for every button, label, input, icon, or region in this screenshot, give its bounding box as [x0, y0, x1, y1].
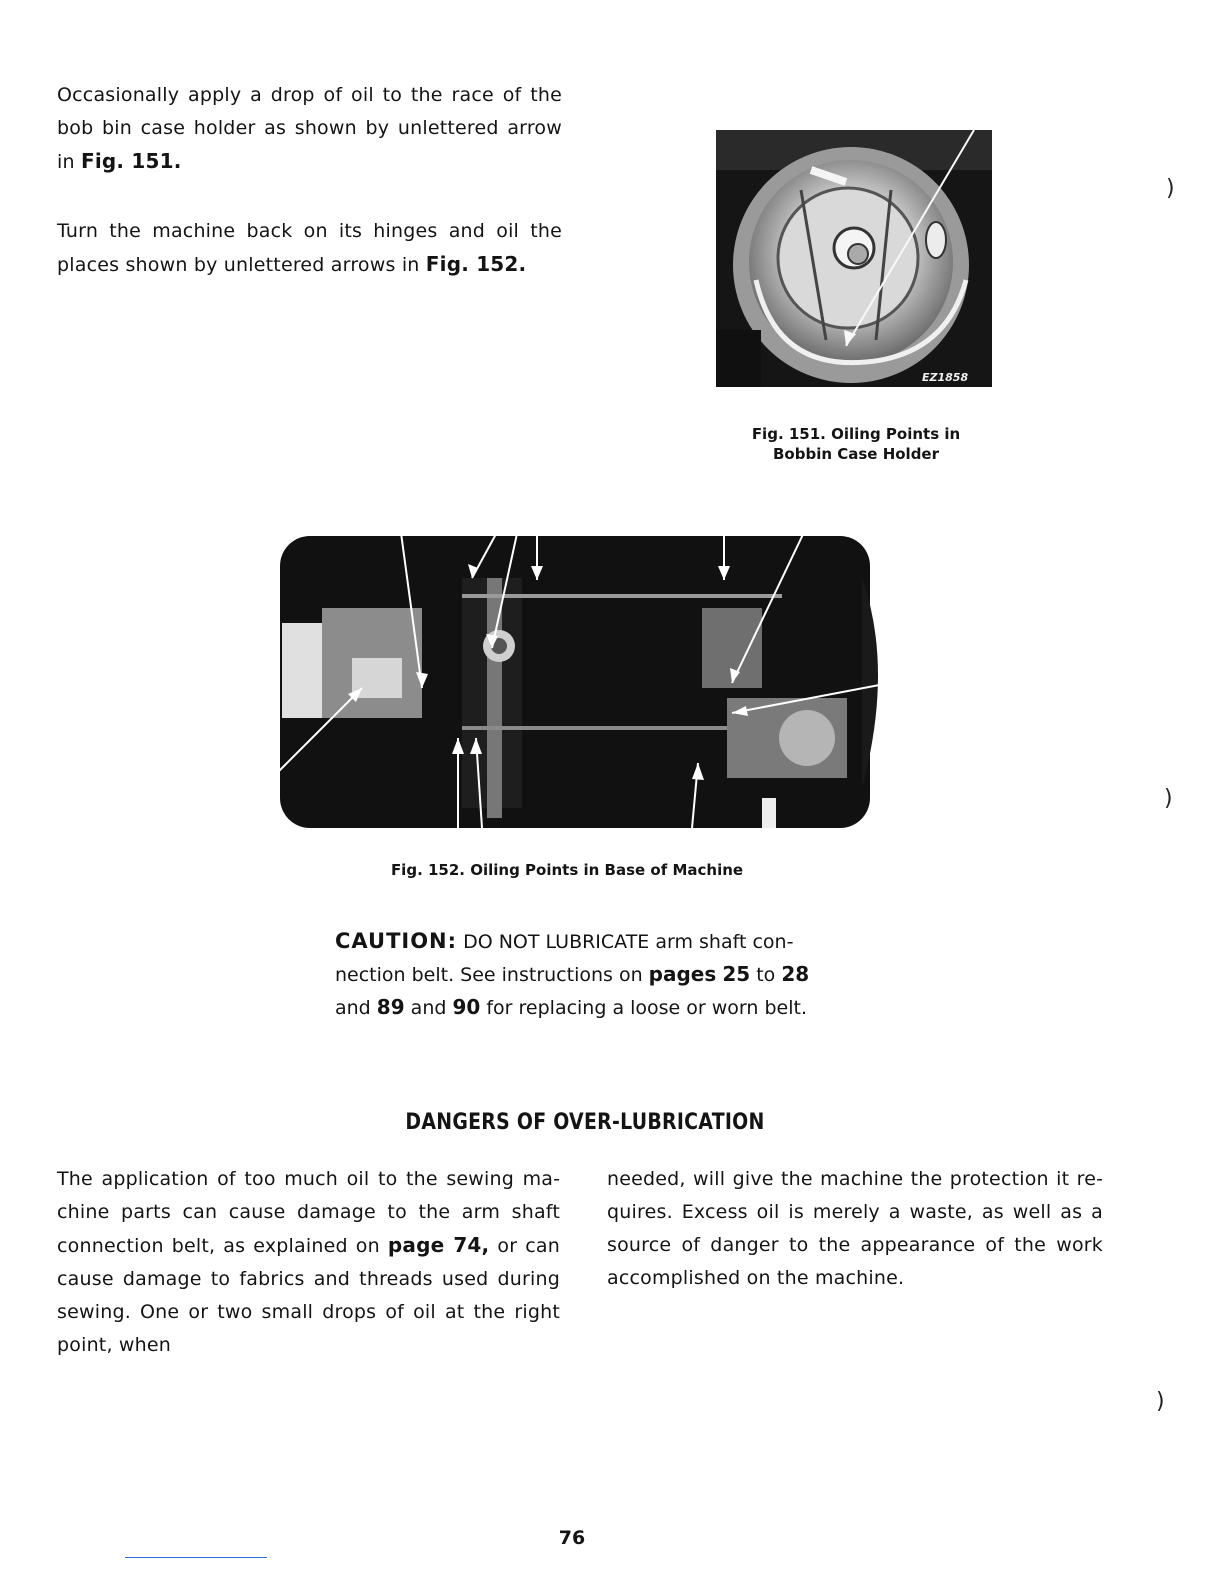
- margin-mark-3: ): [1156, 1389, 1165, 1414]
- figure-152-photo: [262, 518, 902, 836]
- figure-151-photo: [716, 130, 992, 387]
- margin-mark-2: ): [1164, 786, 1173, 811]
- intro-paragraph-2: [57, 215, 562, 282]
- left-column-text-1: The application of too much oil to the sewing machine parts can cause damage to the arm shaft connection belt, as explained on: [57, 1168, 560, 1257]
- section-column-left: [57, 1163, 560, 1362]
- caution-text-1: DO NOT LUBRICATE arm shaft connection belt. See instructions on: [335, 931, 794, 986]
- fig-152-reference: Fig. 152.: [425, 252, 527, 276]
- figure-151-caption-line-1: Fig. 151. Oiling Points in: [751, 425, 961, 443]
- left-column-text-2: or can cause damage to fabrics and threads used during sewing. One or two small drops of oil at the right point, when: [57, 1235, 561, 1356]
- right-column-text: needed, will give the machine the protection it requires. Excess oil is merely a waste, as well as a source of danger to the appearance of the work accomplished on the machine.: [607, 1168, 1103, 1289]
- figure-151-caption-line-2: Bobbin Case Holder: [772, 445, 940, 463]
- pages-word: pages: [648, 962, 717, 986]
- intro-text-1: Occasionally apply a drop of oil to the race of the bob bin case holder as shown by unlettered arrow in: [57, 84, 562, 173]
- fig-151-reference: Fig. 151.: [80, 149, 182, 173]
- bobbin-case-illustration: [716, 130, 992, 387]
- figure-152-caption: Fig. 152. Oiling Points in Base of Machine: [390, 861, 744, 879]
- page-ref-89: 89: [376, 995, 405, 1019]
- footer-rule: [125, 1557, 267, 1558]
- caution-label: CAUTION:: [335, 929, 458, 953]
- page-number: 76: [558, 1527, 586, 1549]
- figure-151-caption: [700, 424, 1012, 464]
- margin-mark-1: ): [1166, 176, 1175, 201]
- intro-text-2: Turn the machine back on its hinges and oil the places shown by unlettered arrows in: [57, 220, 562, 276]
- page-ref-28: 28: [781, 962, 810, 986]
- section-heading: DANGERS OF OVER-LUBRICATION: [405, 1110, 765, 1135]
- caution-and-1: and: [335, 997, 377, 1019]
- page-ref-25: 25: [722, 962, 751, 986]
- section-column-right: [607, 1163, 1103, 1295]
- caution-note: [335, 925, 835, 1024]
- caution-and-2: and: [404, 997, 453, 1019]
- intro-paragraph-1: [57, 79, 562, 179]
- caution-text-2: for replacing a loose or worn belt.: [480, 997, 808, 1019]
- page-74-reference: page 74,: [387, 1233, 490, 1257]
- figure-151-code: EZ1858: [922, 371, 969, 384]
- machine-base-illustration: [262, 518, 902, 836]
- caution-to: to: [750, 964, 782, 986]
- page-ref-90: 90: [452, 995, 481, 1019]
